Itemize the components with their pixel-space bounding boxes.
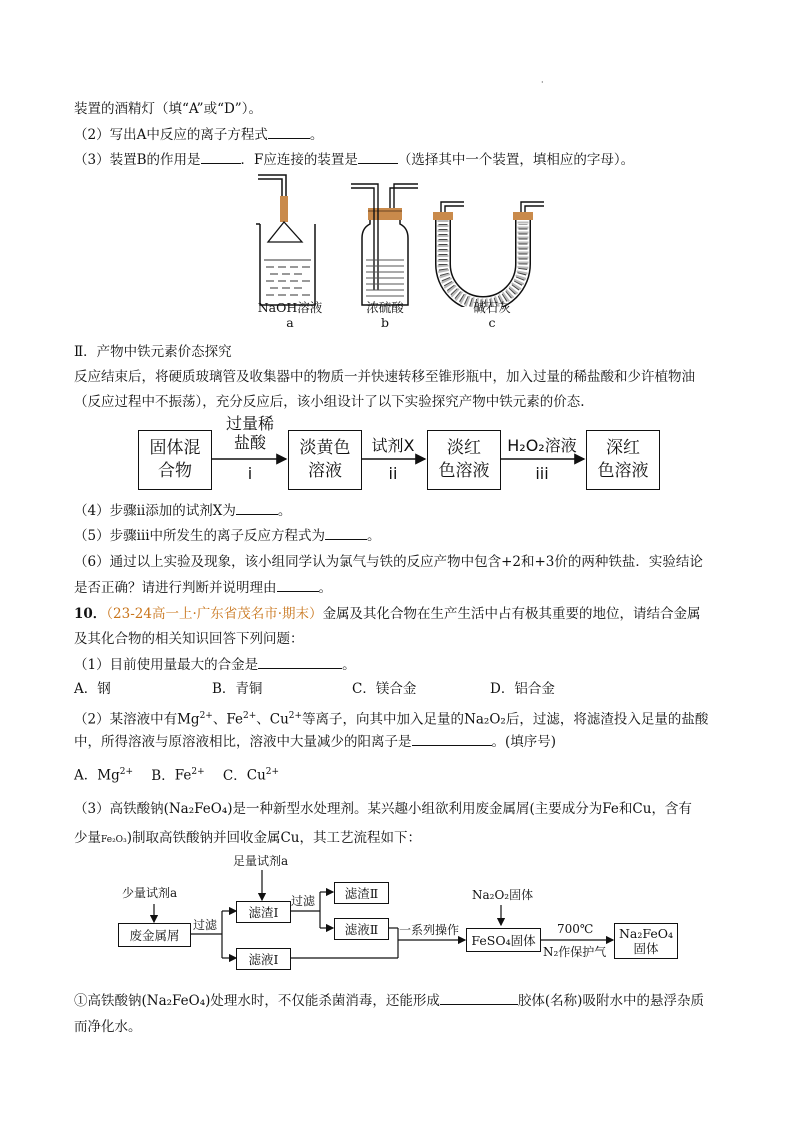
- residue-1-box: 滤渣Ⅰ: [236, 901, 291, 923]
- flow-box-deep-red: 深红 色溶液: [586, 430, 660, 490]
- question-4: （4）步骤ⅱ添加的试剂X为 。: [74, 503, 292, 519]
- scrap-metal-box: 废金属屑: [118, 923, 191, 947]
- na2o2-solid-label: Na₂O₂固体: [472, 888, 534, 902]
- flow-box-solid-mixture: 固体混 合物: [138, 430, 212, 490]
- arrow1-reagent: 过量稀 盐酸: [225, 414, 274, 452]
- filter-label-1: 过滤: [193, 918, 218, 932]
- question-2: （2）写出A中反应的离子方程式 。: [74, 127, 324, 143]
- small-reagent-label: 少量试剂a: [122, 886, 178, 900]
- nitrogen-label: N₂作保护气: [543, 945, 607, 959]
- arrow2-step: ii: [388, 464, 398, 483]
- question-10: 10．（23-24高一上·广东省茂名市·期末）金属及其化合物在生产生活中占有极其重要的地位，请结合金属: [74, 606, 701, 622]
- apparatus-a-caption: NaOH溶液 a: [257, 300, 323, 330]
- sub-question-3-cont: 少量Fe₂O₃)制取高铁酸钠并回收金属Cu，其工艺流程如下：: [74, 830, 421, 846]
- apparatus-c-caption: 碱石灰 c: [473, 300, 511, 330]
- product-box: Na₂FeO₄ 固体: [614, 923, 678, 959]
- answer-line-2: 而净化水。: [74, 1019, 142, 1035]
- flow-box-pale-red: 淡红 色溶液: [427, 430, 501, 490]
- question-3: （3）装置B的作用是 ．F应连接的装置是 （选择其中一个装置，填相应的字母）。: [74, 152, 635, 168]
- arrow1-step: i: [247, 464, 253, 483]
- full-reagent-label: 足量试剂a: [233, 854, 289, 868]
- sub-question-1: （1）目前使用量最大的合金是 。: [74, 657, 356, 673]
- arrow3-reagent: H₂O₂溶液: [507, 436, 577, 455]
- page-dot: ·: [541, 78, 544, 87]
- feso4-box: FeSO₄固体: [466, 928, 541, 952]
- question-source: （23-24高一上·广东省茂名市·期末）: [106, 606, 323, 622]
- flow-box-pale-yellow: 淡黄色 溶液: [288, 430, 362, 490]
- paragraph-line: （反应过程中不振荡），充分反应后，该小组设计了以下实验探究产物中铁元素的价态.: [74, 394, 585, 410]
- paragraph-line: 反应结束后，将硬质玻璃管及收集器中的物质一并快速转移至锥形瓶中，加入过量的稀盐酸和少许植物油: [74, 369, 695, 385]
- question-10-cont: 及其化合物的相关知识回答下列问题：: [74, 631, 304, 647]
- sub-question-2-cont: 中，所得溶液与原溶液相比，溶液中大量减少的阳离子是 。(填序号): [74, 734, 557, 750]
- sub-question-2: （2）某溶液中有$Mg^{2+}$、$Fe^{2+}$、$Cu^{2+}$等离子，向其中加入足量的Na₂O₂后，过滤，将滤渣投入足量的盐酸: [74, 711, 709, 728]
- temperature-label: 700℃: [557, 922, 594, 936]
- filter-label-2: 过滤: [291, 894, 316, 908]
- option-b: B．青铜: [212, 681, 263, 697]
- operations-label: 一系列操作: [399, 923, 460, 937]
- option-c: C．镁合金: [352, 681, 417, 697]
- sub-question-3: （3）高铁酸钠(Na₂FeO₄)是一种新型水处理剂。某兴趣小组欲利用废金属屑(主要成分为Fe和Cu，含有: [74, 801, 692, 817]
- answer-line-1: ①高铁酸钠(Na₂FeO₄)处理水时，不仅能杀菌消毒，还能形成 胶体(名称)吸附水中的悬浮杂质: [74, 993, 704, 1009]
- option-d: D．铝合金: [490, 681, 555, 697]
- option-a: A．钢: [74, 681, 111, 697]
- line-lamp: 装置的酒精灯（填“A”或“D”）。: [74, 101, 262, 117]
- question-6-cont: 是否正确？请进行判断并说明理由 。: [74, 580, 332, 596]
- section-heading: Ⅱ．产物中铁元素价态探究: [74, 344, 232, 360]
- question-5: （5）步骤ⅲ中所发生的离子反应方程式为 。: [74, 528, 381, 544]
- filtrate-1-box: 滤液Ⅰ: [236, 948, 291, 970]
- sub-question-2-options: A．$Mg^{2+}$ B．$Fe^{2+}$ C．$Cu^{2+}$: [74, 767, 280, 784]
- arrow3-step: iii: [535, 464, 549, 483]
- residue-2-box: 滤渣Ⅱ: [334, 882, 389, 904]
- filtrate-2-box: 滤液Ⅱ: [334, 918, 389, 940]
- answer-blank: [440, 991, 518, 1005]
- apparatus-b-caption: 浓硫酸 b: [366, 300, 404, 330]
- arrow2-reagent: 试剂X: [371, 436, 415, 455]
- question-6: （6）通过以上实验及现象，该小组同学认为氯气与铁的反应产物中包含+2和+3价的两种铁盐．实验结论: [74, 554, 703, 570]
